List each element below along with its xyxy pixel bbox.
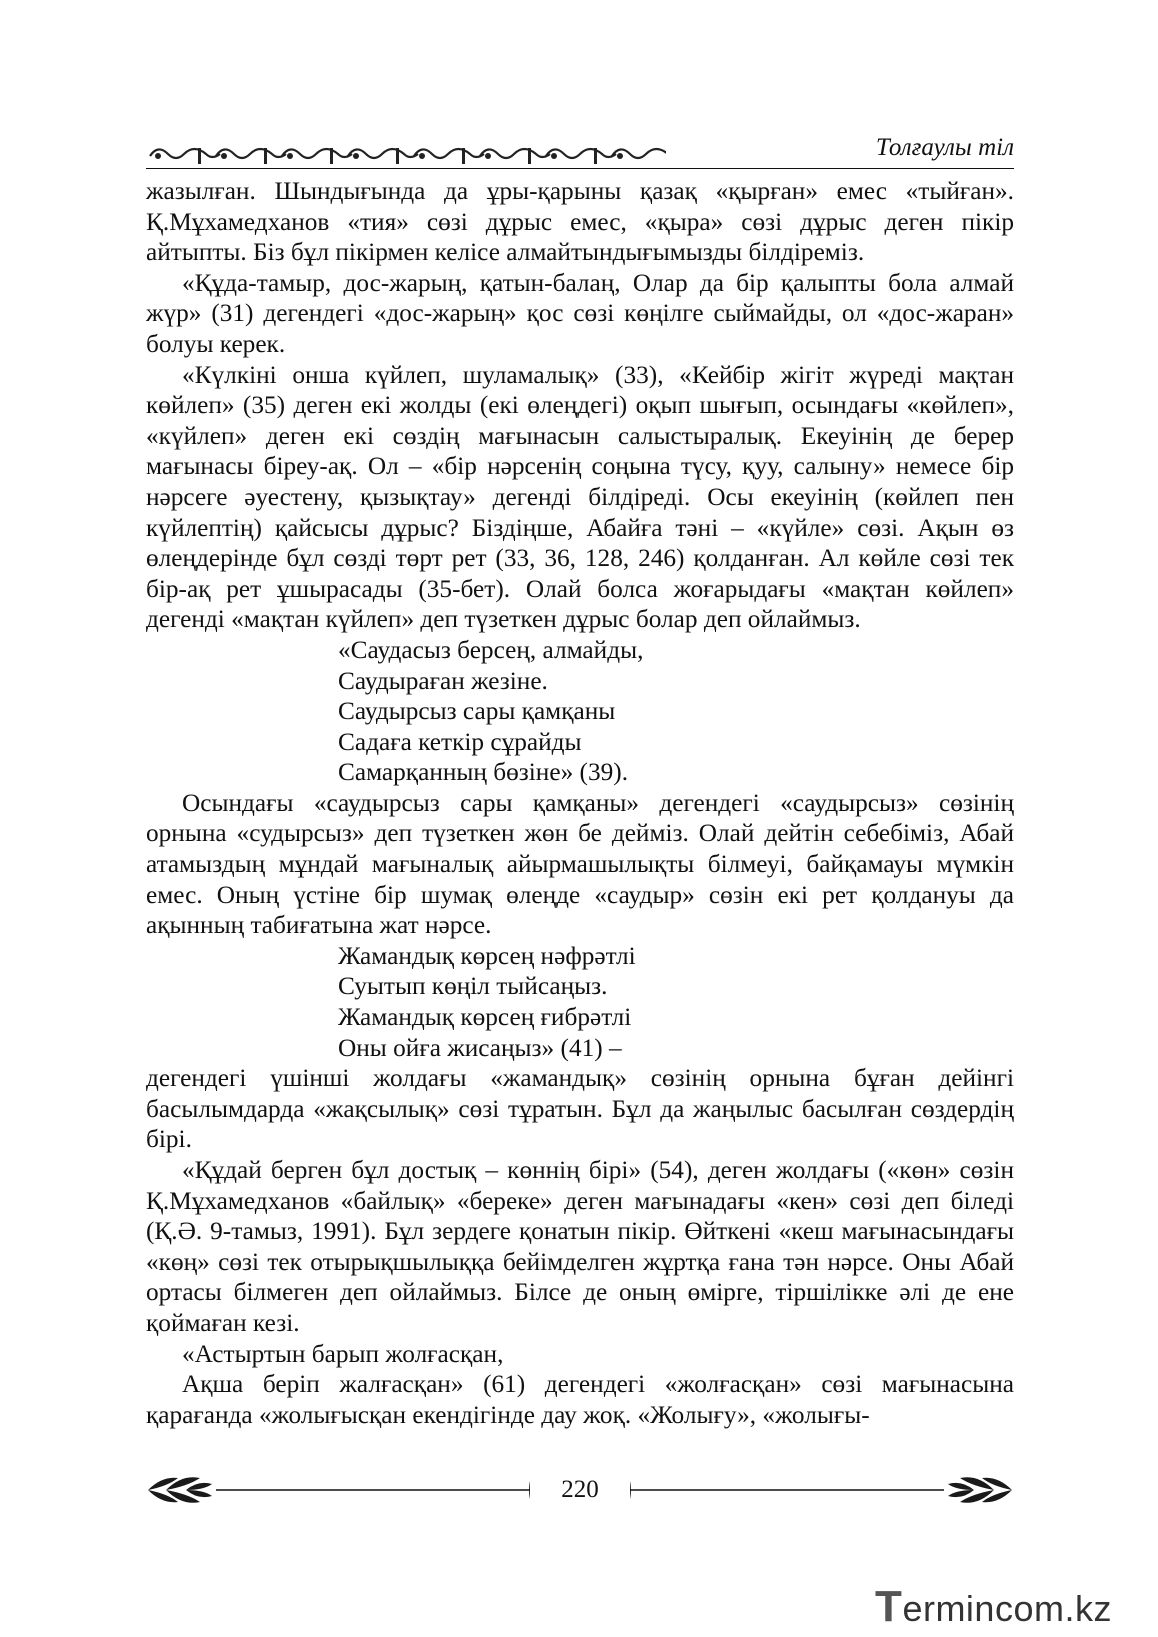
- verse-line: Садаға кеткір сұрайды: [338, 727, 582, 756]
- header-rule: [146, 168, 1014, 169]
- paragraph: «Құда-тамыр, дос-жарың, қатын-балаң, Олар да бір қалыпты бола алмай жүр» (31) дегендегі «дос-жарың» қос сөзі көңілге сыймайды, ол «дос-жаран» болуы керек.: [146, 268, 1014, 358]
- leaf-ornament-right-icon: [948, 1477, 1012, 1503]
- leaf-ornament-left-icon: [148, 1477, 212, 1503]
- verse-line: Саудырсыз сары қамқаны: [338, 697, 616, 726]
- verse-line: Самарқанның бөзіне» (39).: [338, 758, 629, 787]
- verse-line: Суытып көңіл тыйсаңыз.: [338, 972, 608, 1001]
- decorative-scroll-ornament: [146, 136, 666, 170]
- site-watermark-logo: Termincom.kz: [875, 1582, 1112, 1631]
- page-header: [146, 132, 1014, 172]
- verse-line: «Саудасыз берсең, алмайды,: [338, 635, 644, 664]
- verse-block: [146, 635, 1014, 788]
- paragraph: «Күлкіні онша күйлеп, шуламалық» (33), «Кейбір жігіт жүреді мақтан көйлеп» (35) деген екі жолды (екі өлеңдегі) оқып шығып, осындағы «көйлеп», «күйлеп» деген екі сөздің мағынасын салыстыралық. Екеуінің де берер мағынасы біреу-ақ. Ол – «бір нәрсенің соңына түсу, қуу, салыну» немесе бір нәрсеге әуестену, қызықтау» дегенді білдіреді. Осы екеуінің (көйлеп пен күйлептің) қайсысы дұрыс? Біздіңше, Абайға тәні – «күйле» сөзі. Ақын өз өлеңдерінде бұл сөзді төрт рет (33, 36, 128, 246) қолданған. Ал көйле сөзі тек бір-ақ рет ұшырасады (35-бет). Олай болса жоғарыдағы «мақтан көйлеп» дегенді «мақтан күйлеп» деп түзеткен дұрыс болар деп ойлаймыз.: [146, 360, 1014, 634]
- verse-line: Жамандық көрсең ғибрәтлі: [338, 1003, 632, 1032]
- paragraph: «Астыртын барып жолғасқан,: [182, 1339, 504, 1368]
- running-title: Толғаулы тіл: [875, 134, 1014, 161]
- paragraph: жазылған. Шындығында да ұры-қарыны қазақ «қырған» емес «тыйған». Қ.Мұхамедханов «тия» сөзі дұрыс емес, «қыра» сөзі дұрыс деген пікір айтыпты. Біз бұл пікірмен келісе алмайтындығымызды білдіреміз.: [146, 177, 1014, 267]
- verse-line: Жамандық көрсең нәфрәтлі: [338, 941, 636, 970]
- page-footer: [146, 1468, 1014, 1518]
- verse-line: Саудыраған жезіне.: [338, 666, 548, 695]
- verse-line: Оны ойға жисаңыз» (41) –: [338, 1033, 622, 1062]
- page-body: [146, 176, 1014, 1430]
- page-number: 220: [530, 1472, 630, 1508]
- paragraph: Ақша беріп жалғасқан» (61) дегендегі «жолғасқан» сөзі мағынасына қарағанда «жолығысқан екендігінде дау жоқ. «Жолығу», «жолығы-: [146, 1370, 1014, 1429]
- paragraph: Осындағы «саудырсыз сары қамқаны» дегендегі «саудырсыз» сөзінің орнына «судырсыз» деп түзеткен жөн бе дейміз. Олай дейтін себебіміз, Абай атамыздың мұндай мағыналық айырмашылықты білмеуі, байқамауы мүмкін емес. Оның үстіне бір шумақ өлеңде «саудыр» сөзін екі рет қолдануы да ақынның табиғатына жат нәрсе.: [146, 788, 1014, 940]
- paragraph: дегендегі үшінші жолдағы «жамандық» сөзінің орнына бұған дейінгі басылымдарда «жақсылық» сөзі тұратын. Бұл да жаңылыс басылған сөздердің бірі.: [146, 1064, 1014, 1154]
- paragraph: «Құдай берген бұл достық – көннің бірі» (54), деген жолдағы («көн» сөзін Қ.Мұхамедханов «байлық» «береке» деген мағынадағы «кен» сөзі деп біледі (Қ.Ә. 9-тамыз, 1991). Бұл зердеге қонатын пікір. Өйткені «кеш мағынасындағы «көң» сөзі тек отырықшылыққа бейімделген жұртқа ғана тән нәрсе. Оны Абай ортасы білмеген деп ойлаймыз. Білсе де оның өмірге, тіршілікке әлі де ене қоймаған кезі.: [146, 1156, 1014, 1337]
- verse-block: [146, 941, 1014, 1063]
